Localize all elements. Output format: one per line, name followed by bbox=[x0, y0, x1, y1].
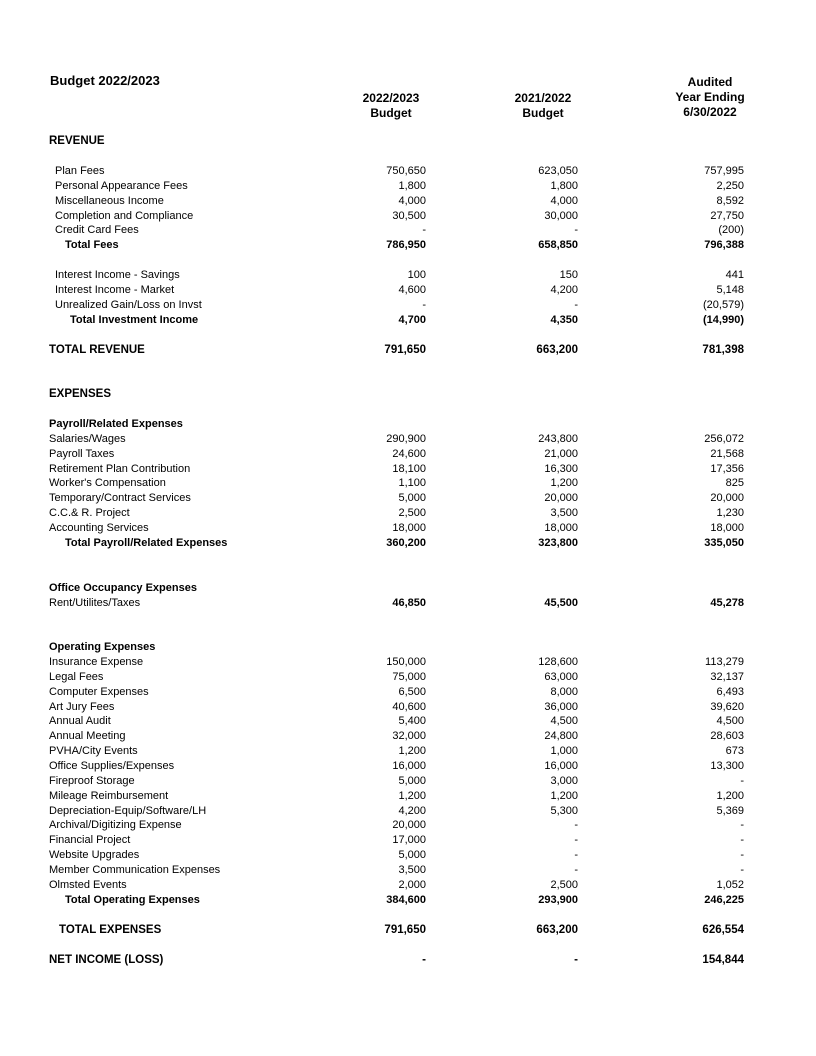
column-header-line: Budget bbox=[522, 106, 564, 120]
row-label: Temporary/Contract Services bbox=[49, 492, 191, 504]
row-label: Personal Appearance Fees bbox=[55, 180, 188, 192]
net-income-row bbox=[0, 953, 816, 968]
value-audited: 113,279 bbox=[705, 656, 744, 668]
column-header-line: 2021/2022 bbox=[514, 91, 572, 105]
value-2022-2023: - bbox=[422, 954, 426, 966]
value-audited: 335,050 bbox=[704, 537, 744, 549]
row-label: C.C.& R. Project bbox=[49, 507, 130, 519]
value-2022-2023: 3,500 bbox=[398, 863, 426, 876]
value-2022-2023: 4,000 bbox=[398, 195, 426, 207]
value-2021-2022: 243,800 bbox=[538, 433, 578, 445]
row-label: Fireproof Storage bbox=[49, 774, 135, 787]
row-label: Total Investment Income bbox=[70, 314, 199, 326]
value-2022-2023: 5,000 bbox=[398, 492, 426, 504]
value-audited: 17,356 bbox=[710, 463, 744, 475]
row-label: Depreciation-Equip/Software/LH bbox=[49, 804, 207, 817]
value-2021-2022: 36,000 bbox=[544, 700, 578, 713]
value-audited: 28,603 bbox=[710, 730, 744, 743]
row-label: Website Upgrades bbox=[49, 849, 140, 862]
value-audited: 246,225 bbox=[704, 894, 744, 906]
row-label: Retirement Plan Contribution bbox=[49, 463, 191, 475]
value-2021-2022: - bbox=[574, 299, 578, 311]
value-2022-2023: 791,650 bbox=[384, 924, 426, 936]
value-audited: (14,990) bbox=[703, 314, 744, 326]
value-audited: 1,200 bbox=[716, 789, 744, 802]
table-row bbox=[0, 447, 816, 462]
value-audited: 757,995 bbox=[704, 165, 744, 177]
value-2021-2022: 20,000 bbox=[544, 492, 578, 504]
row-label: Accounting Services bbox=[49, 522, 149, 534]
value-2021-2022: 150 bbox=[559, 269, 578, 281]
value-2021-2022: 658,850 bbox=[538, 239, 578, 251]
value-2021-2022: 63,000 bbox=[544, 670, 578, 683]
value-2021-2022: 16,300 bbox=[544, 463, 578, 475]
column-header-line: 6/30/2022 bbox=[683, 105, 737, 119]
value-audited: 5,369 bbox=[716, 804, 744, 817]
value-2021-2022: 323,800 bbox=[538, 537, 578, 549]
table-row bbox=[0, 506, 816, 521]
table-row bbox=[0, 700, 816, 715]
table-row bbox=[0, 744, 816, 759]
row-label: Total Fees bbox=[65, 239, 119, 251]
value-2022-2023: 290,900 bbox=[386, 433, 426, 445]
value-audited: 673 bbox=[725, 745, 744, 758]
total-row-investment bbox=[0, 313, 816, 328]
table-row bbox=[0, 789, 816, 804]
value-2022-2023: 360,200 bbox=[386, 537, 426, 549]
value-audited: (200) bbox=[718, 224, 744, 236]
row-label: Plan Fees bbox=[55, 165, 105, 177]
value-2021-2022: 24,800 bbox=[544, 730, 578, 743]
value-2021-2022: 30,000 bbox=[544, 210, 578, 222]
table-row bbox=[0, 848, 816, 863]
row-label: Interest Income - Market bbox=[55, 284, 175, 296]
row-label: Member Communication Expenses bbox=[49, 863, 221, 876]
row-label: Worker's Compensation bbox=[49, 477, 166, 489]
row-label: Archival/Digitizing Expense bbox=[49, 819, 182, 832]
section-heading-revenue: REVENUE bbox=[49, 135, 105, 147]
value-2022-2023: 5,000 bbox=[398, 849, 426, 862]
value-2021-2022: - bbox=[574, 819, 578, 832]
table-row bbox=[0, 685, 816, 700]
value-2022-2023: 100 bbox=[407, 269, 426, 281]
document-title: Budget 2022/2023 bbox=[50, 73, 160, 88]
value-audited: 2,250 bbox=[716, 180, 744, 192]
value-audited: 441 bbox=[725, 269, 744, 281]
row-label: Mileage Reimbursement bbox=[49, 789, 169, 802]
value-2021-2022: - bbox=[574, 954, 578, 966]
row-label: Rent/Utilites/Taxes bbox=[49, 597, 141, 609]
value-2022-2023: 46,850 bbox=[392, 597, 426, 609]
value-2022-2023: 5,400 bbox=[398, 715, 426, 728]
value-2021-2022: 4,000 bbox=[550, 195, 578, 207]
table-row bbox=[0, 804, 816, 819]
value-2021-2022: 3,000 bbox=[550, 774, 578, 787]
table-row bbox=[0, 476, 816, 491]
row-label: Office Supplies/Expenses bbox=[49, 759, 175, 772]
row-label: Salaries/Wages bbox=[49, 433, 126, 445]
row-label: Computer Expenses bbox=[49, 685, 149, 698]
value-2022-2023: 75,000 bbox=[392, 670, 426, 683]
table-row bbox=[0, 491, 816, 506]
value-2021-2022: 21,000 bbox=[544, 448, 578, 460]
table-row bbox=[0, 863, 816, 878]
value-2022-2023: 1,200 bbox=[398, 745, 426, 758]
value-audited: 781,398 bbox=[702, 344, 744, 356]
value-2022-2023: 17,000 bbox=[392, 834, 426, 847]
table-row bbox=[0, 655, 816, 670]
row-label: Annual Audit bbox=[49, 715, 111, 728]
table-row bbox=[0, 729, 816, 744]
table-row bbox=[0, 432, 816, 447]
value-audited: - bbox=[740, 774, 744, 787]
table-row bbox=[0, 298, 816, 313]
column-header-2021-2022-budget bbox=[483, 91, 603, 121]
value-audited: - bbox=[740, 819, 744, 832]
value-2021-2022: - bbox=[574, 834, 578, 847]
row-label: Total Operating Expenses bbox=[65, 894, 200, 906]
value-2021-2022: 2,500 bbox=[550, 878, 578, 891]
table-row bbox=[0, 596, 816, 611]
value-2022-2023: 32,000 bbox=[392, 730, 426, 743]
value-audited: 39,620 bbox=[710, 700, 744, 713]
value-2022-2023: 2,000 bbox=[398, 878, 426, 891]
table-row bbox=[0, 223, 816, 238]
section-heading-expenses: EXPENSES bbox=[49, 388, 111, 400]
total-row-revenue bbox=[0, 343, 816, 358]
table-row bbox=[0, 878, 816, 893]
value-2021-2022: 3,500 bbox=[550, 507, 578, 519]
total-row-operating bbox=[0, 893, 816, 908]
row-label: Art Jury Fees bbox=[49, 700, 115, 713]
table-row bbox=[0, 818, 816, 833]
column-header-line: Year Ending bbox=[675, 90, 745, 104]
total-row-fees bbox=[0, 238, 816, 253]
table-row bbox=[0, 774, 816, 789]
value-2022-2023: 1,800 bbox=[398, 180, 426, 192]
value-2022-2023: 4,200 bbox=[398, 804, 426, 817]
row-label: Interest Income - Savings bbox=[55, 269, 180, 281]
value-audited: 20,000 bbox=[710, 492, 744, 504]
table-row bbox=[0, 462, 816, 477]
value-2021-2022: 1,200 bbox=[550, 477, 578, 489]
value-audited: (20,579) bbox=[703, 299, 744, 311]
row-label: Payroll Taxes bbox=[49, 448, 115, 460]
value-2021-2022: 623,050 bbox=[538, 165, 578, 177]
table-row bbox=[0, 833, 816, 848]
column-header-line: Audited bbox=[687, 75, 733, 89]
value-2022-2023: 2,500 bbox=[398, 507, 426, 519]
row-label: Legal Fees bbox=[49, 670, 104, 683]
value-2022-2023: 750,650 bbox=[386, 165, 426, 177]
value-2021-2022: - bbox=[574, 863, 578, 876]
value-2022-2023: 786,950 bbox=[386, 239, 426, 251]
value-2022-2023: - bbox=[422, 224, 426, 236]
value-2022-2023: 4,700 bbox=[398, 314, 426, 326]
subsection-heading-office: Office Occupancy Expenses bbox=[49, 582, 197, 594]
row-label: Annual Meeting bbox=[49, 730, 126, 743]
table-row bbox=[0, 670, 816, 685]
row-label: NET INCOME (LOSS) bbox=[49, 954, 164, 966]
value-2022-2023: 5,000 bbox=[398, 774, 426, 787]
column-header-line: 2022/2023 bbox=[362, 91, 420, 105]
value-audited: - bbox=[740, 863, 744, 876]
value-2022-2023: 18,000 bbox=[392, 522, 426, 534]
value-2021-2022: - bbox=[574, 224, 578, 236]
value-audited: 1,052 bbox=[716, 878, 744, 891]
subsection-heading-payroll: Payroll/Related Expenses bbox=[49, 418, 183, 430]
table-row bbox=[0, 714, 816, 729]
value-2021-2022: 1,200 bbox=[550, 789, 578, 802]
value-audited: 32,137 bbox=[710, 670, 744, 683]
value-2022-2023: 18,100 bbox=[392, 463, 426, 475]
value-2021-2022: 128,600 bbox=[538, 656, 578, 668]
table-row bbox=[0, 521, 816, 536]
value-audited: 5,148 bbox=[716, 284, 744, 296]
value-audited: 27,750 bbox=[710, 210, 744, 222]
row-label: TOTAL REVENUE bbox=[49, 344, 145, 356]
column-header-line: Budget bbox=[370, 106, 412, 120]
value-2021-2022: 8,000 bbox=[550, 685, 578, 698]
value-audited: 8,592 bbox=[716, 195, 744, 207]
row-label: Total Payroll/Related Expenses bbox=[65, 537, 228, 549]
row-label: Miscellaneous Income bbox=[55, 195, 164, 207]
value-audited: 154,844 bbox=[702, 954, 744, 966]
value-2021-2022: 663,200 bbox=[536, 344, 578, 356]
value-2021-2022: 18,000 bbox=[544, 522, 578, 534]
value-2022-2023: 40,600 bbox=[392, 700, 426, 713]
total-row-payroll bbox=[0, 536, 816, 551]
value-2021-2022: 45,500 bbox=[544, 597, 578, 609]
table-row bbox=[0, 759, 816, 774]
value-audited: 256,072 bbox=[704, 433, 744, 445]
table-row bbox=[0, 209, 816, 224]
value-2021-2022: - bbox=[574, 849, 578, 862]
value-audited: 13,300 bbox=[710, 759, 744, 772]
value-2022-2023: 20,000 bbox=[392, 819, 426, 832]
table-row bbox=[0, 164, 816, 179]
table-row bbox=[0, 283, 816, 298]
value-2022-2023: 791,650 bbox=[384, 344, 426, 356]
value-2022-2023: 16,000 bbox=[392, 759, 426, 772]
row-label: Insurance Expense bbox=[49, 656, 144, 668]
table-row bbox=[0, 179, 816, 194]
value-2022-2023: 4,600 bbox=[398, 284, 426, 296]
row-label: Credit Card Fees bbox=[55, 224, 139, 236]
value-2021-2022: 1,000 bbox=[550, 745, 578, 758]
value-2022-2023: 1,200 bbox=[398, 789, 426, 802]
column-header-2022-2023-budget bbox=[331, 91, 451, 121]
value-2021-2022: 1,800 bbox=[550, 180, 578, 192]
row-label: PVHA/City Events bbox=[49, 745, 138, 758]
value-audited: 796,388 bbox=[704, 239, 744, 251]
value-2021-2022: 293,900 bbox=[538, 894, 578, 906]
value-2021-2022: 663,200 bbox=[536, 924, 578, 936]
row-label: TOTAL EXPENSES bbox=[59, 924, 162, 936]
value-2021-2022: 5,300 bbox=[550, 804, 578, 817]
value-audited: 21,568 bbox=[710, 448, 744, 460]
value-2022-2023: 24,600 bbox=[392, 448, 426, 460]
value-audited: 4,500 bbox=[716, 715, 744, 728]
value-audited: 18,000 bbox=[710, 522, 744, 534]
value-2022-2023: 1,100 bbox=[398, 477, 426, 489]
value-audited: - bbox=[740, 834, 744, 847]
value-audited: 626,554 bbox=[702, 924, 744, 936]
value-2022-2023: 150,000 bbox=[386, 656, 426, 668]
total-row-expenses bbox=[0, 923, 816, 938]
value-2021-2022: 4,500 bbox=[550, 715, 578, 728]
value-2022-2023: 6,500 bbox=[398, 685, 426, 698]
value-audited: 45,278 bbox=[710, 597, 744, 609]
row-label: Olmsted Events bbox=[49, 878, 127, 891]
value-2021-2022: 4,200 bbox=[550, 284, 578, 296]
row-label: Completion and Compliance bbox=[55, 210, 194, 222]
value-audited: 1,230 bbox=[716, 507, 744, 519]
row-label: Unrealized Gain/Loss on Invst bbox=[55, 299, 202, 311]
row-label: Financial Project bbox=[49, 834, 131, 847]
table-row bbox=[0, 268, 816, 283]
value-2022-2023: 384,600 bbox=[386, 894, 426, 906]
column-header-audited bbox=[650, 75, 770, 120]
value-audited: 825 bbox=[725, 477, 744, 489]
value-2021-2022: 16,000 bbox=[544, 759, 578, 772]
value-2022-2023: 30,500 bbox=[392, 210, 426, 222]
value-audited: - bbox=[740, 849, 744, 862]
table-row bbox=[0, 194, 816, 209]
value-2022-2023: - bbox=[422, 299, 426, 311]
value-audited: 6,493 bbox=[716, 685, 744, 698]
value-2021-2022: 4,350 bbox=[550, 314, 578, 326]
subsection-heading-operating: Operating Expenses bbox=[49, 641, 156, 653]
